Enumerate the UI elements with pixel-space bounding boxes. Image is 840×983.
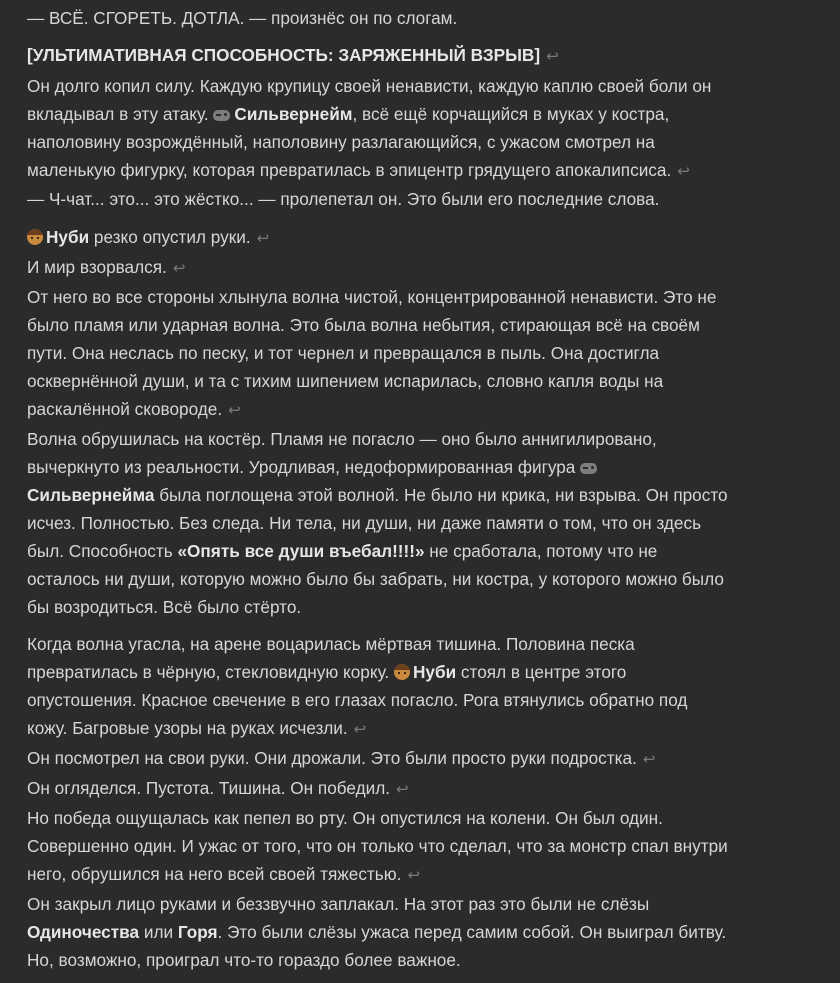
paragraph [27, 774, 409, 802]
return-icon: ↩ [396, 780, 409, 798]
paragraph [27, 283, 716, 423]
bold-text: [УЛЬТИМАТИВНАЯ СПОСОБНОСТЬ: ЗАРЯЖЕННЫЙ ВЗРЫВ] [27, 45, 541, 65]
text-span: пути. Она неслась по песку, и тот чернел и превращался в пыль. Она достигла [27, 343, 660, 363]
text-span: стоял в центре этого [456, 662, 627, 682]
paragraph [27, 425, 728, 621]
text-line [27, 367, 716, 395]
text-span: И мир взорвался. [27, 257, 167, 277]
text-line [27, 832, 728, 860]
paragraph [27, 41, 559, 69]
text-line [27, 714, 687, 742]
return-icon: ↩ [256, 229, 270, 247]
text-span: маленькую фигурку, которая превратилась в эпицентр грядущего апокалипсиса. [27, 160, 672, 180]
text-span: . Это были слёзы ужаса перед самим собой. Он выиграл битву. [217, 922, 727, 942]
text-line [27, 425, 728, 453]
paragraph [27, 253, 185, 281]
text-span: была поглощена этой волной. Не было ни крика, ни взрыва. Он просто [154, 485, 728, 505]
text-span: исчез. Полностью. Без следа. Ни тела, ни души, ни даже памяти о том, что он здесь [27, 513, 702, 533]
text-line [27, 453, 728, 481]
text-span: бы возродиться. Всё было стёрто. [27, 597, 302, 617]
bold-text: Нуби [46, 227, 90, 247]
text-line [27, 223, 269, 251]
text-span: Он посмотрел на свои руки. Они дрожали. Это были просто руки подростка. [27, 748, 637, 768]
text-span: Совершенно один. И ужас от того, что он только что сделал, что за монстр спал внутри [27, 836, 728, 856]
text-line [27, 41, 559, 69]
paragraph [27, 890, 726, 974]
bold-text: Нуби [413, 662, 457, 682]
text-line [27, 4, 457, 32]
person-face-icon [394, 664, 410, 680]
text-line [27, 156, 711, 184]
text-span: не сработала, потому что не [424, 541, 658, 561]
text-span: раскалённой сковороде. [27, 399, 223, 419]
return-icon: ↩ [677, 162, 690, 180]
paragraph [27, 804, 728, 888]
paragraph [27, 185, 659, 213]
text-line [27, 253, 185, 281]
text-span: , всё ещё корчащийся в муках у костра, [352, 104, 670, 124]
text-span: осталось ни души, которую можно было бы забрать, ни костра, у которого можно было [27, 569, 724, 589]
return-icon: ↩ [546, 47, 559, 65]
text-span: — Ч-чат... это... это жёстко... — пролепетал он. Это были его последние слова. [27, 189, 660, 209]
text-line [27, 509, 728, 537]
text-span: него, обрушился на него всей своей тяжестью. [27, 864, 402, 884]
text-line [27, 890, 726, 918]
text-span: превратилась в чёрную, стекловидную корку. [27, 662, 394, 682]
text-line [27, 774, 409, 802]
bold-text: Одиночества [27, 922, 140, 942]
paragraph [27, 744, 655, 772]
text-span: — ВСЁ. СГОРЕТЬ. ДОТЛА. — произнёс он по слогам. [27, 8, 458, 28]
text-span: Волна обрушилась на костёр. Пламя не погасло — оно было аннигилировано, [27, 429, 657, 449]
text-line [27, 339, 716, 367]
return-icon: ↩ [642, 750, 656, 768]
text-line [27, 744, 655, 772]
text-line [27, 311, 716, 339]
return-icon: ↩ [407, 866, 421, 884]
return-icon: ↩ [353, 720, 367, 738]
text-line [27, 860, 728, 888]
text-span: опустошения. Красное свечение в его глазах погасло. Рога втянулись обратно под [27, 690, 688, 710]
text-line [27, 804, 728, 832]
text-span: вкладывал в эту атаку. [27, 104, 214, 124]
text-span: кожу. Багровые узоры на руках исчезли. [27, 718, 348, 738]
text-span: резко опустил руки. [89, 227, 251, 247]
text-line [27, 128, 711, 156]
bold-text: «Опять все души въебал!!!!» [177, 541, 425, 561]
text-line [27, 185, 659, 213]
text-span: Он огляделся. Пустота. Тишина. Он победил. [27, 778, 391, 798]
text-line [27, 100, 711, 128]
text-line [27, 537, 728, 565]
text-span: Он долго копил силу. Каждую крупицу своей ненависти, каждую каплю своей боли он [27, 76, 712, 96]
paragraph [27, 4, 457, 32]
return-icon: ↩ [172, 259, 186, 277]
text-line [27, 630, 687, 658]
text-line [27, 481, 728, 509]
return-icon: ↩ [228, 401, 241, 419]
text-line [27, 658, 687, 686]
text-span: был. Способность [27, 541, 178, 561]
text-span: или [139, 922, 178, 942]
text-line [27, 283, 716, 311]
text-span: От него во все стороны хлынула волна чистой, концентрированной ненависти. Это не [27, 287, 717, 307]
text-line [27, 918, 726, 946]
text-line [27, 686, 687, 714]
gamepad-icon [580, 463, 597, 474]
person-face-icon [27, 229, 43, 245]
bold-text: Горя [177, 922, 218, 942]
paragraph [27, 630, 687, 742]
text-span: осквернённой души, и та с тихим шипением испарилась, словно капля воды на [27, 371, 664, 391]
bold-text: Сильвернейма [27, 485, 155, 505]
text-line [27, 593, 728, 621]
text-span: Он закрыл лицо руками и беззвучно заплакал. На этот раз это были не слёзы [27, 894, 650, 914]
text-line [27, 946, 726, 974]
text-span: Но, возможно, проиграл что-то гораздо более важное. [27, 950, 461, 970]
gamepad-icon [213, 110, 230, 121]
text-span: вычеркнуто из реальности. Уродливая, недоформированная фигура [27, 457, 581, 477]
bold-text: Сильвернейм [234, 104, 353, 124]
text-span: Но победа ощущалась как пепел во рту. Он опустился на колени. Он был один. [27, 808, 663, 828]
text-line [27, 395, 716, 423]
paragraph [27, 72, 711, 184]
paragraph [27, 223, 269, 251]
text-span: было пламя или ударная волна. Это была волна небытия, стирающая всё на своём [27, 315, 700, 335]
text-line [27, 565, 728, 593]
text-span: Когда волна угасла, на арене воцарилась мёртвая тишина. Половина песка [27, 634, 635, 654]
text-line [27, 72, 711, 100]
text-span: наполовину возрождённый, наполовину разлагающийся, с ужасом смотрел на [27, 132, 655, 152]
